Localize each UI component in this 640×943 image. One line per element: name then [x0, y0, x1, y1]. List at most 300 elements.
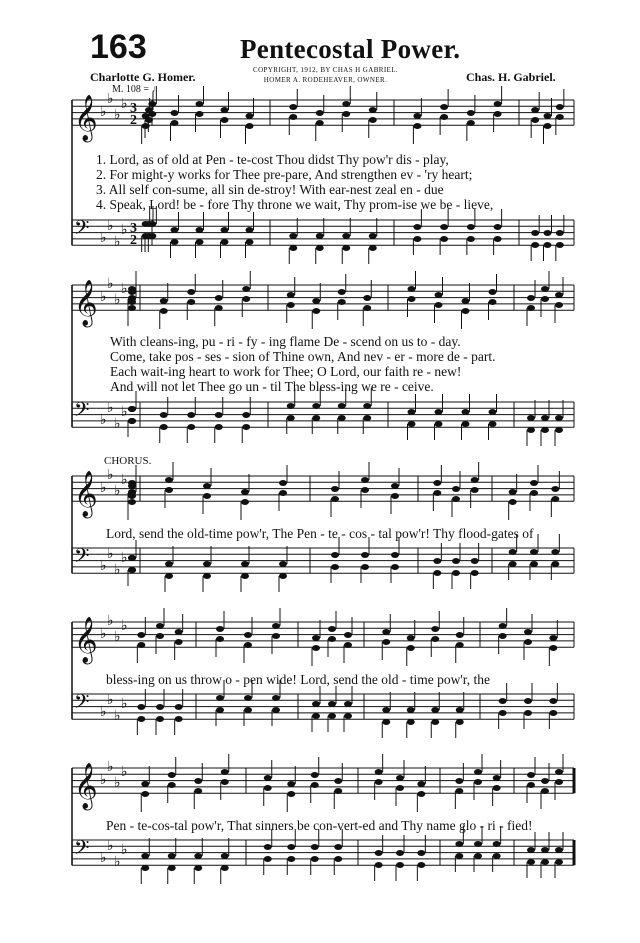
notehead: [435, 302, 443, 308]
treble-clef-icon: 𝄞: [74, 471, 98, 518]
notehead: [312, 298, 320, 304]
notehead: [408, 286, 416, 292]
hymn-title: Pentecostal Power.: [240, 34, 461, 64]
flat-icon: ♭: [121, 764, 128, 780]
notehead: [440, 236, 448, 242]
notehead: [417, 781, 425, 787]
notehead: [342, 111, 350, 117]
notehead: [474, 779, 482, 785]
flat-icon: ♭: [107, 276, 114, 292]
notehead: [555, 427, 563, 433]
notehead: [328, 636, 336, 642]
flat-icon: ♭: [107, 546, 114, 562]
notehead: [137, 632, 145, 638]
notehead: [215, 424, 223, 430]
notehead: [396, 785, 404, 791]
treble-clef-icon: 𝄞: [74, 617, 98, 664]
notehead: [215, 305, 223, 311]
flat-icon: ♭: [100, 104, 107, 120]
notehead: [494, 236, 502, 242]
notehead: [160, 412, 168, 418]
notehead: [128, 418, 136, 424]
notehead: [375, 779, 383, 785]
notehead: [369, 107, 377, 113]
notehead: [527, 415, 535, 421]
notehead: [474, 853, 482, 859]
notehead: [555, 847, 563, 853]
chorus-label: CHORUS.: [104, 455, 152, 467]
notehead: [246, 113, 254, 119]
notehead: [544, 230, 552, 236]
notehead: [549, 698, 557, 704]
notehead: [551, 549, 559, 555]
flat-icon: ♭: [107, 467, 114, 483]
verse-4-line-2: And will not let Thee go un - til The bless-ing we re - ceive.: [110, 379, 434, 394]
notehead: [391, 493, 399, 499]
notehead: [142, 233, 150, 239]
notehead: [316, 110, 324, 116]
notehead: [168, 865, 176, 871]
notehead: [312, 635, 320, 641]
notehead: [165, 573, 173, 579]
flat-icon: ♭: [100, 626, 107, 642]
notehead: [407, 719, 415, 725]
notehead: [187, 299, 195, 305]
flat-icon: ♭: [114, 416, 121, 432]
notehead: [440, 104, 448, 110]
bass-clef-icon: 𝄢: [74, 544, 90, 572]
notehead: [264, 844, 272, 850]
notehead: [128, 480, 136, 486]
notehead: [456, 632, 464, 638]
notehead: [160, 298, 168, 304]
notehead: [246, 123, 254, 129]
notehead: [287, 791, 295, 797]
notehead: [141, 791, 149, 797]
notehead: [216, 626, 224, 632]
notehead: [524, 629, 532, 635]
notehead: [493, 853, 501, 859]
flat-icon: ♭: [121, 96, 128, 112]
notehead: [527, 305, 535, 311]
notehead: [141, 853, 149, 859]
notehead: [137, 704, 145, 710]
notehead: [287, 844, 295, 850]
notehead: [527, 847, 535, 853]
notehead: [221, 865, 229, 871]
notehead: [156, 623, 164, 629]
notehead: [413, 113, 421, 119]
notehead: [221, 779, 229, 785]
verse-1-line-1: 1. Lord, as of old at Pen - te-cost Thou didst Thy pow'r dis - play,: [96, 152, 449, 167]
notehead: [141, 781, 149, 787]
lyricist-credit: Charlotte G. Homer.: [90, 70, 196, 84]
time-signature-top: 3: [130, 221, 137, 236]
notehead: [455, 853, 463, 859]
notehead: [145, 107, 153, 113]
notehead: [369, 117, 377, 123]
time-signature-top: 3: [130, 101, 137, 116]
notehead: [279, 480, 287, 486]
notehead: [242, 286, 250, 292]
notehead: [264, 785, 272, 791]
flat-icon: ♭: [121, 404, 128, 420]
notehead: [361, 477, 369, 483]
notehead: [344, 701, 352, 707]
notehead: [551, 561, 559, 567]
notehead: [142, 123, 150, 129]
notehead: [555, 769, 563, 775]
notehead: [165, 487, 173, 493]
notehead: [328, 626, 336, 632]
notehead: [413, 236, 421, 242]
notehead: [312, 415, 320, 421]
notehead: [287, 781, 295, 787]
notehead: [171, 239, 179, 245]
flat-icon: ♭: [100, 772, 107, 788]
notehead: [316, 245, 324, 251]
notehead: [289, 104, 297, 110]
composer-credit: Chas. H. Gabriel.: [466, 70, 556, 84]
notehead: [531, 107, 539, 113]
notehead: [203, 483, 211, 489]
notehead: [527, 427, 535, 433]
notehead: [328, 701, 336, 707]
flat-icon: ♭: [121, 550, 128, 566]
notehead: [509, 489, 517, 495]
notehead: [541, 847, 549, 853]
flat-icon: ♭: [121, 842, 128, 858]
notehead: [221, 239, 229, 245]
notehead: [194, 853, 202, 859]
notehead: [194, 788, 202, 794]
notehead: [544, 113, 552, 119]
flat-icon: ♭: [114, 629, 121, 645]
notehead: [361, 487, 369, 493]
notehead: [244, 707, 252, 713]
notehead: [555, 859, 563, 865]
notehead: [344, 713, 352, 719]
notehead: [531, 230, 539, 236]
notehead: [175, 704, 183, 710]
notehead: [171, 120, 179, 126]
flat-icon: ♭: [121, 222, 128, 238]
notehead: [541, 778, 549, 784]
notehead: [142, 221, 150, 227]
notehead: [311, 782, 319, 788]
notehead: [474, 841, 482, 847]
notehead: [530, 561, 538, 567]
notehead: [331, 552, 339, 558]
flat-icon: ♭: [100, 230, 107, 246]
notehead: [334, 788, 342, 794]
notehead: [128, 286, 136, 292]
notehead: [344, 632, 352, 638]
notehead: [431, 636, 439, 642]
notehead: [221, 769, 229, 775]
notehead: [452, 496, 460, 502]
notehead: [524, 639, 532, 645]
notehead: [431, 719, 439, 725]
flat-icon: ♭: [107, 838, 114, 854]
notehead: [272, 707, 280, 713]
notehead: [312, 403, 320, 409]
notehead: [417, 862, 425, 868]
notehead: [499, 633, 507, 639]
notehead: [440, 114, 448, 120]
notehead: [556, 230, 564, 236]
notehead: [407, 635, 415, 641]
notehead: [175, 716, 183, 722]
notehead: [541, 296, 549, 302]
flat-icon: ♭: [100, 850, 107, 866]
notehead: [363, 403, 371, 409]
bass-clef-icon: 𝄢: [74, 690, 90, 718]
notehead: [279, 573, 287, 579]
notehead: [555, 292, 563, 298]
notehead: [272, 623, 280, 629]
notehead: [363, 415, 371, 421]
flat-icon: ♭: [114, 234, 121, 250]
notehead: [489, 299, 497, 305]
notehead: [541, 415, 549, 421]
notehead: [160, 424, 168, 430]
notehead: [338, 289, 346, 295]
notehead: [241, 489, 249, 495]
notehead: [382, 629, 390, 635]
notehead: [541, 286, 549, 292]
notehead: [435, 409, 443, 415]
chorus-line-1: Lord, send the old-time pow'r, The Pen - te - cos - tal pow'r! Thy flood-gates of: [106, 526, 534, 541]
notehead: [456, 707, 464, 713]
notehead: [541, 427, 549, 433]
notehead: [244, 695, 252, 701]
notehead: [203, 561, 211, 567]
notehead: [471, 477, 479, 483]
notehead: [215, 295, 223, 301]
notehead: [431, 707, 439, 713]
flat-icon: ♭: [121, 472, 128, 488]
notehead: [272, 695, 280, 701]
notehead: [431, 626, 439, 632]
flat-icon: ♭: [100, 480, 107, 496]
notehead: [196, 239, 204, 245]
tempo-marking: M. 108 = ♩: [112, 84, 162, 95]
notehead: [407, 707, 415, 713]
flat-icon: ♭: [114, 292, 121, 308]
notehead: [493, 775, 501, 781]
notehead: [413, 224, 421, 230]
notehead: [407, 645, 415, 651]
notehead: [467, 236, 475, 242]
flat-icon: ♭: [114, 708, 121, 724]
notehead: [462, 421, 470, 427]
notehead: [499, 710, 507, 716]
notehead: [544, 123, 552, 129]
notehead: [334, 844, 342, 850]
verse-1-line-2: With cleans-ing, pu - ri - fy - ing flame De - scend on us to - day.: [110, 334, 461, 349]
notehead: [287, 403, 295, 409]
notehead: [342, 245, 350, 251]
notehead: [289, 245, 297, 251]
treble-clef-icon: 𝄞: [74, 280, 98, 327]
notehead: [311, 844, 319, 850]
notehead: [168, 772, 176, 778]
notehead: [494, 101, 502, 107]
notehead: [435, 292, 443, 298]
notehead: [531, 117, 539, 123]
notehead: [556, 242, 564, 248]
verse-3-line-2: Each wait-ing heart to work for Thee; O Lord, our faith re - new!: [110, 364, 462, 379]
notehead: [408, 409, 416, 415]
notehead: [194, 778, 202, 784]
time-signature-bottom: 2: [130, 113, 137, 128]
notehead: [246, 239, 254, 245]
flat-icon: ♭: [107, 759, 114, 775]
notehead: [433, 558, 441, 564]
notehead: [493, 785, 501, 791]
notehead: [128, 305, 136, 311]
notehead: [196, 111, 204, 117]
flat-icon: ♭: [100, 704, 107, 720]
notehead: [331, 486, 339, 492]
notehead: [142, 113, 150, 119]
verse-3-line-1: 3. All self con-sume, all sin de-stroy! With ear-nest zeal en - due: [96, 182, 444, 197]
notehead: [471, 570, 479, 576]
notehead: [289, 114, 297, 120]
notehead: [287, 856, 295, 862]
notehead: [187, 424, 195, 430]
notehead: [244, 642, 252, 648]
flat-icon: ♭: [100, 289, 107, 305]
notehead: [312, 713, 320, 719]
notehead: [467, 224, 475, 230]
notehead: [382, 639, 390, 645]
notehead: [244, 632, 252, 638]
notehead: [175, 639, 183, 645]
notehead: [194, 865, 202, 871]
notehead: [493, 841, 501, 847]
notehead: [128, 555, 136, 561]
notehead: [128, 296, 136, 302]
notehead: [221, 107, 229, 113]
notehead: [311, 856, 319, 862]
notehead: [467, 120, 475, 126]
flat-icon: ♭: [114, 483, 121, 499]
notehead: [279, 561, 287, 567]
treble-clef-icon: 𝄞: [74, 763, 98, 810]
chorus-line-3: Pen - te-cos-tal pow'r, That sinners be con-vert-ed and Thy name glo - ri - fied!: [106, 818, 533, 833]
notehead: [312, 308, 320, 314]
notehead: [369, 233, 377, 239]
flat-icon: ♭: [114, 562, 121, 578]
notehead: [241, 573, 249, 579]
flat-icon: ♭: [107, 218, 114, 234]
notehead: [316, 233, 324, 239]
notehead: [408, 421, 416, 427]
notehead: [555, 302, 563, 308]
flat-icon: ♭: [114, 854, 121, 870]
notehead: [272, 633, 280, 639]
notehead: [530, 480, 538, 486]
notehead: [141, 865, 149, 871]
notehead: [165, 477, 173, 483]
notehead: [408, 296, 416, 302]
notehead: [221, 853, 229, 859]
notehead: [375, 769, 383, 775]
notehead: [452, 570, 460, 576]
notehead: [531, 242, 539, 248]
bass-clef-icon: 𝄢: [74, 836, 90, 864]
notehead: [338, 415, 346, 421]
notehead: [527, 772, 535, 778]
notehead: [221, 227, 229, 233]
notehead: [287, 292, 295, 298]
notehead: [433, 490, 441, 496]
notehead: [396, 775, 404, 781]
notehead: [433, 570, 441, 576]
notehead: [433, 480, 441, 486]
notehead: [328, 713, 336, 719]
flat-icon: ♭: [100, 558, 107, 574]
notehead: [471, 487, 479, 493]
chorus-line-2: bless-ing on us throw o - pen wide! Lord, send the old - time pow'r, the: [106, 672, 490, 687]
notehead: [452, 558, 460, 564]
verse-4-line-1: 4. Speak, Lord! be - fore Thy throne we wait, Thy prom-ise we be - lieve,: [96, 197, 494, 212]
notehead: [137, 642, 145, 648]
notehead: [279, 490, 287, 496]
notehead: [128, 567, 136, 573]
notehead: [168, 853, 176, 859]
notehead: [187, 289, 195, 295]
notehead: [524, 698, 532, 704]
flat-icon: ♭: [114, 107, 121, 123]
notehead: [462, 308, 470, 314]
notehead: [246, 227, 254, 233]
notehead: [474, 769, 482, 775]
notehead: [452, 486, 460, 492]
notehead: [216, 636, 224, 642]
notehead: [187, 412, 195, 418]
notehead: [344, 642, 352, 648]
notehead: [331, 564, 339, 570]
flat-icon: ♭: [107, 400, 114, 416]
notehead: [369, 245, 377, 251]
flat-icon: ♭: [121, 696, 128, 712]
notehead: [241, 561, 249, 567]
notehead: [551, 496, 559, 502]
notehead: [216, 695, 224, 701]
notehead: [471, 558, 479, 564]
notehead: [440, 224, 448, 230]
notehead: [128, 406, 136, 412]
notehead: [375, 850, 383, 856]
hymn-number: 163: [90, 28, 147, 66]
time-signature-bottom: 2: [130, 233, 137, 248]
notehead: [287, 415, 295, 421]
notehead: [527, 295, 535, 301]
notehead: [171, 110, 179, 116]
notehead: [527, 859, 535, 865]
notehead: [494, 224, 502, 230]
notehead: [361, 564, 369, 570]
notehead: [221, 117, 229, 123]
notehead: [417, 791, 425, 797]
notehead: [435, 421, 443, 427]
notehead: [156, 704, 164, 710]
bass-clef-icon: 𝄢: [74, 398, 90, 426]
notehead: [391, 483, 399, 489]
